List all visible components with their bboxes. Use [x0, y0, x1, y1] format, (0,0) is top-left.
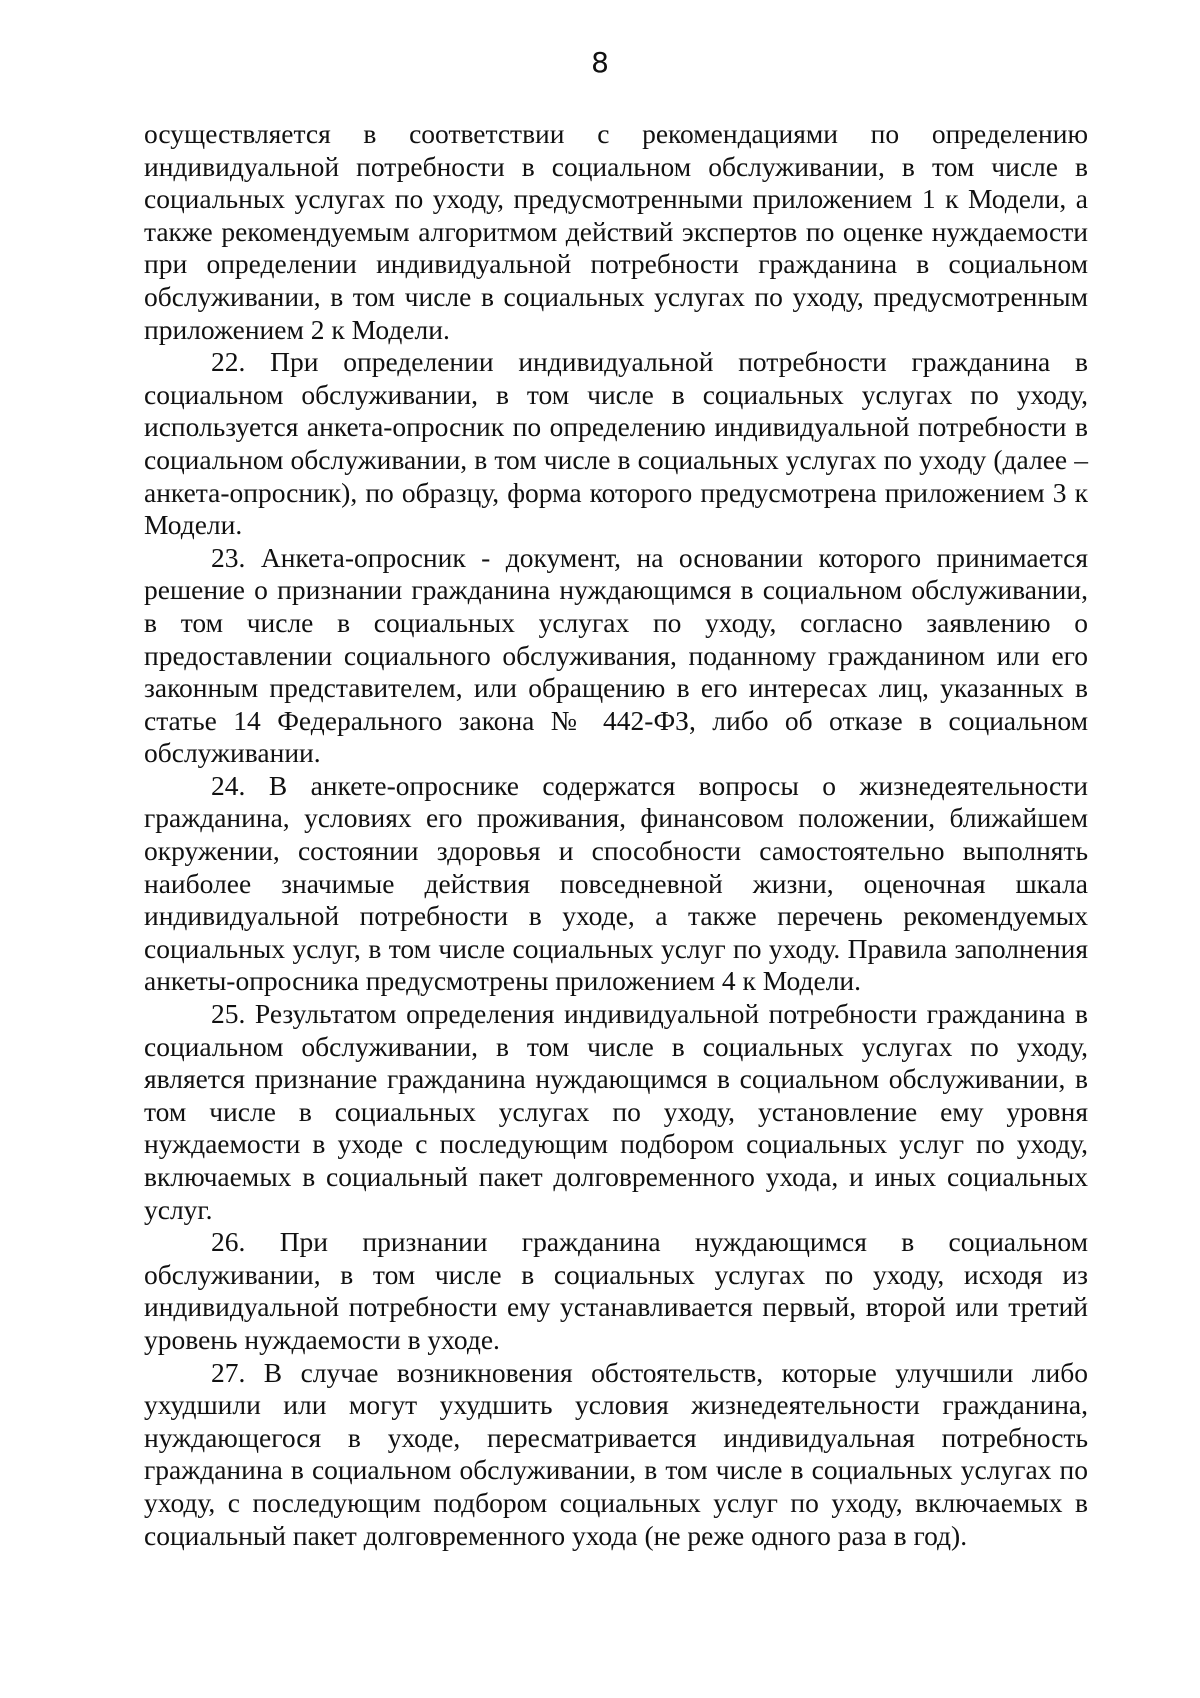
- document-body: [144, 118, 1088, 1552]
- paragraph-item-27: 27. В случае возникновения обстоятельств, которые улучшили либо ухудшили или могут ухудшить условия жизнедеятельности гражданина, нуждающегося в уходе, пересматривается индивидуальная потребность гражданина в социальном обслуживании, в том числе в социальных услугах по уходу, с последующим подбором социальных услуг по уходу, включаемых в социальный пакет долговременного ухода (не реже одного раза в год).: [144, 1356, 1088, 1551]
- page-number: 8: [591, 46, 609, 79]
- paragraph-item-26: 26. При признании гражданина нуждающимся в социальном обслуживании, в том числе в социальных услугах по уходу, исходя из индивидуальной потребности ему устанавливается первый, второй или третий уровень нуждаемости в уходе.: [144, 1226, 1088, 1355]
- paragraph-item-25: 25. Результатом определения индивидуальной потребности гражданина в социальном обслуживании, в том числе в социальных услугах по уходу, является признание гражданина нуждающимся в социальном обслуживании, в том числе в социальных услугах по уходу, установление ему уровня нуждаемости в уходе с последующим подбором социальных услуг по уходу, включаемых в социальный пакет долговременного ухода, и иных социальных услуг.: [144, 998, 1088, 1225]
- paragraph-item-23: 23. Анкета-опросник - документ, на основании которого принимается решение о признании гражданина нуждающимся в социальном обслуживании, в том числе в социальных услугах по уходу, согласно заявлению о предоставлении социального обслуживания, поданному гражданином или его законным представителем, или обращению в его интересах лиц, указанных в статье 14 Федерального закона № 442-ФЗ, либо об отказе в социальном обслуживании.: [144, 541, 1088, 769]
- paragraph-continuation: осуществляется в соответствии с рекомендациями по определению индивидуальной потребности в социальном обслуживании, в том числе в социальных услугах по уходу, предусмотренными приложением 1 к Модели, а также рекомендуемым алгоритмом действий экспертов по оценке нуждаемости при определении индивидуальной потребности гражданина в социальном обслуживании, в том числе в социальных услугах по уходу, предусмотренным приложением 2 к Модели.: [144, 118, 1088, 345]
- paragraph-item-24: 24. В анкете-опроснике содержатся вопросы о жизнедеятельности гражданина, условиях его проживания, финансовом положении, ближайшем окружении, состоянии здоровья и способности самостоятельно выполнять наиболее значимые действия повседневной жизни, оценочная шкала индивидуальной потребности в уходе, а также перечень рекомендуемых социальных услуг, в том числе социальных услуг по уходу. Правила заполнения анкеты-опросника предусмотрены приложением 4 к Модели.: [144, 769, 1088, 997]
- paragraph-item-22: 22. При определении индивидуальной потребности гражданина в социальном обслуживании, в том числе в социальных услугах по уходу, используется анкета-опросник по определению индивидуальной потребности в социальном обслуживании, в том числе в социальных услугах по уходу (далее – анкета-опросник), по образцу, форма которого предусмотрена приложением 3 к Модели.: [144, 346, 1088, 541]
